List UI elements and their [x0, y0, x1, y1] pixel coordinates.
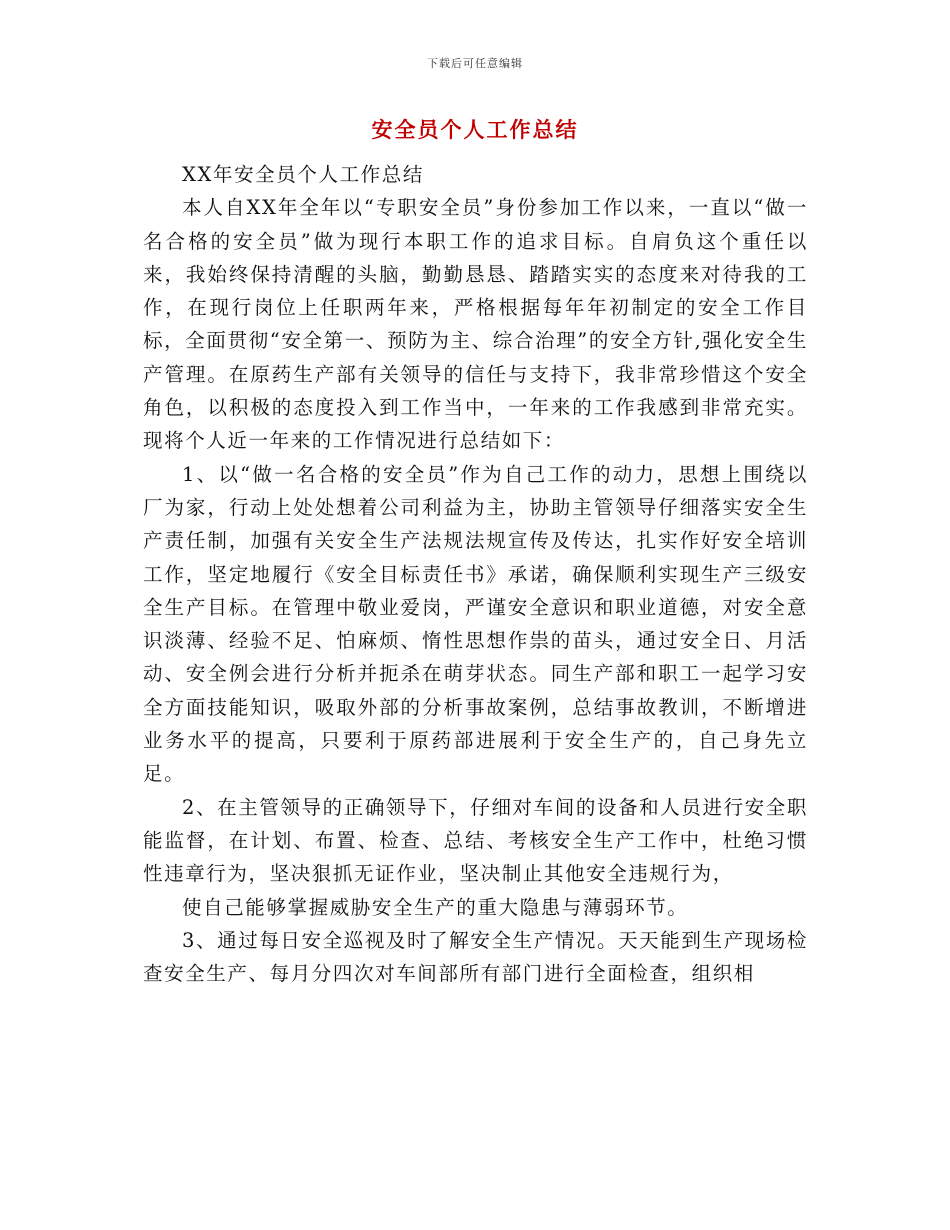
paragraph-item-2: 2、在主管领导的正确领导下，仔细对车间的设备和人员进行安全职能监督，在计划、布置、检查、总结、考核安全生产工作中，杜绝习惯性违章行为，坚决狠抓无证作业，坚决制止其他安全违规行为， — [143, 795, 808, 886]
paragraph-item-2-continued: 使自己能够掌握威胁安全生产的重大隐患与薄弱环节。 — [182, 895, 689, 919]
paragraph-subtitle: XX年安全员个人工作总结 — [182, 163, 424, 186]
paragraph-item-1: 1、以“做一名合格的安全员”作为自己工作的动力，思想上围绕以厂为家，行动上处处想着公司利益为主，协助主管领导仔细落实安全生产责任制，加强有关安全生产法规法规宣传及传达，扎实作好安全培训工作，坚定地履行《安全目标责任书》承诺，确保顺利实现生产三级安全生产目标。在管理中敬业爱岗，严谨安全意识和职业道德，对安全意识淡薄、经验不足、怕麻烦、惰性思想作祟的苗头，通过安全日、月活动、安全例会进行分析并扼杀在萌芽状态。同生产部和职工一起学习安全方面技能知识，吸取外部的分析事故案例，总结事故教训，不断增进业务水平的提高，只要利于原药部进展利于安全生产的，自己身先立足。 — [143, 462, 808, 786]
paragraph-intro: 本人自XX年全年以“专职安全员”身份参加工作以来，一直以“做一名合格的安全员”做为现行本职工作的追求目标。自肩负这个重任以来，我始终保持清醒的头脑，勤勤恳恳、踏踏实实的态度来对待我的工作，在现行岗位上任职两年来，严格根据每年年初制定的安全工作目标，全面贯彻“安全第一、预防为主、综合治理”的安全方针,强化安全生产管理。在原药生产部有关领导的信任与支持下，我非常珍惜这个安全角色，以积极的态度投入到工作当中，一年来的工作我感到非常充实。现将个人近一年来的工作情况进行总结如下： — [143, 196, 808, 453]
header-note: 下载后可任意编辑 — [427, 57, 523, 70]
document-title: 安全员个人工作总结 — [371, 118, 579, 142]
paragraph-item-3: 3、通过每日安全巡视及时了解安全生产情况。天天能到生产现场检查安全生产、每月分四次对车间部所有部门进行全面检查，组织相 — [143, 928, 808, 986]
document-body — [143, 158, 808, 990]
